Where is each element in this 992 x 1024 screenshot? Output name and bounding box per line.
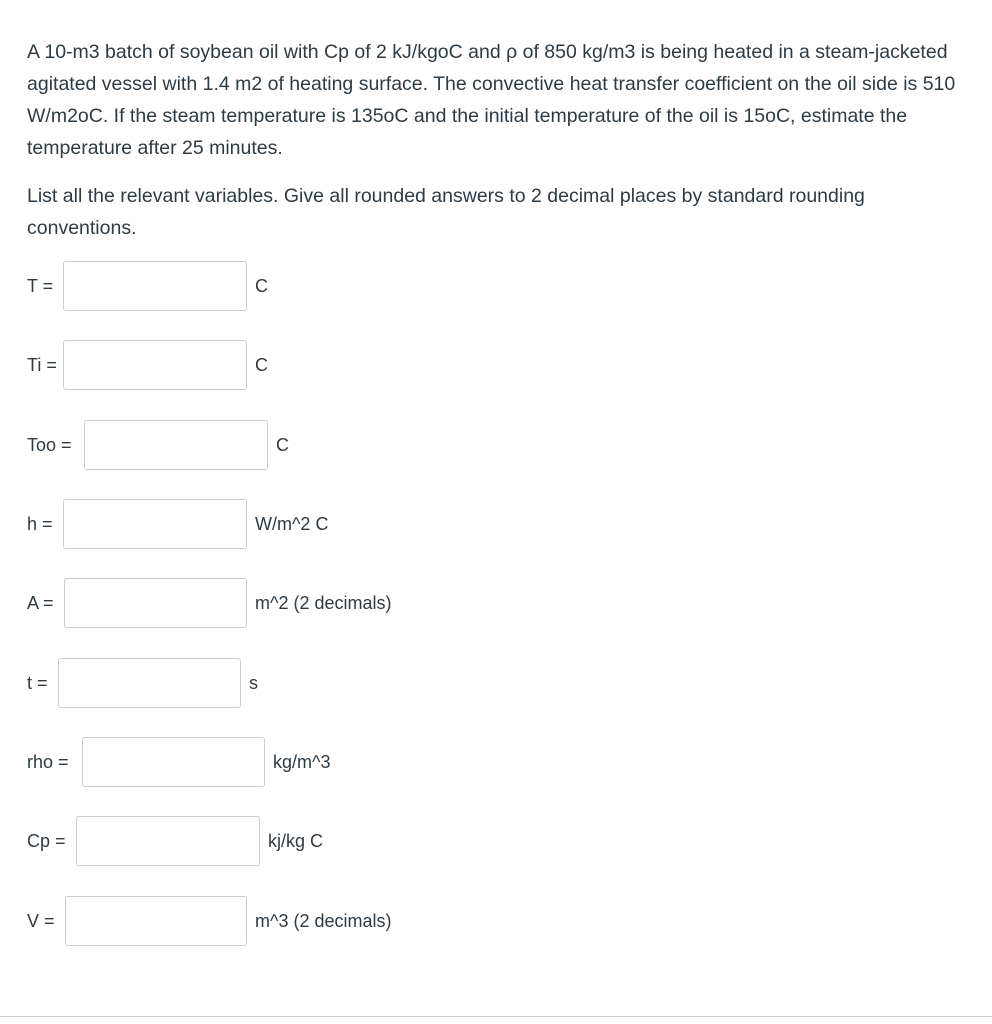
rho-input[interactable] [82,737,265,787]
row-h [27,499,328,549]
row-T [27,261,268,311]
label-T: T = [27,275,54,296]
unit-Cp: kj/kg C [268,830,324,851]
bottom-divider [0,1016,992,1017]
row-V [27,896,391,946]
row-A [27,578,391,628]
Too-input[interactable] [84,420,268,470]
Ti-input[interactable] [63,340,247,390]
unit-rho: kg/m^3 [273,751,331,772]
instructions-text: List all the relevant variables. Give all rounded answers to 2 decimal places by standard rounding conventions. [27,185,865,239]
row-rho [27,737,330,787]
A-input[interactable] [64,578,247,628]
unit-h: W/m^2 C [255,513,329,534]
row-t [27,658,258,708]
unit-Ti: C [255,354,268,375]
Cp-input[interactable] [76,816,260,866]
label-rho: rho = [27,751,69,772]
unit-t: s [249,672,258,693]
row-Too [27,420,289,470]
unit-V: m^3 (2 decimals) [255,910,392,931]
label-Cp: Cp = [27,830,66,851]
unit-Too: C [276,434,289,455]
row-Ti [27,340,268,390]
row-Cp [27,816,323,866]
label-Ti: Ti = [27,354,57,375]
question-text: A 10-m3 batch of soybean oil with Cp of 2 kJ/kgoC and ρ of 850 kg/m3 is being heated in a steam-jacketed agitated vessel with 1.4 m2 of heating surface. The convective heat transfer coefficient on the oil side is 510 W/m2oC. If the steam temperature is 135oC and the initial temperature of the oil is 15oC, estimate the temperature after 25 minutes. [27,41,956,159]
unit-A: m^2 (2 decimals) [255,592,392,613]
label-Too: Too = [27,434,72,455]
h-input[interactable] [63,499,247,549]
V-input[interactable] [65,896,247,946]
label-h: h = [27,513,53,534]
t-input[interactable] [58,658,241,708]
unit-T: C [255,275,268,296]
label-V: V = [27,910,55,931]
label-t: t = [27,672,48,693]
T-input[interactable] [63,261,247,311]
label-A: A = [27,592,54,613]
